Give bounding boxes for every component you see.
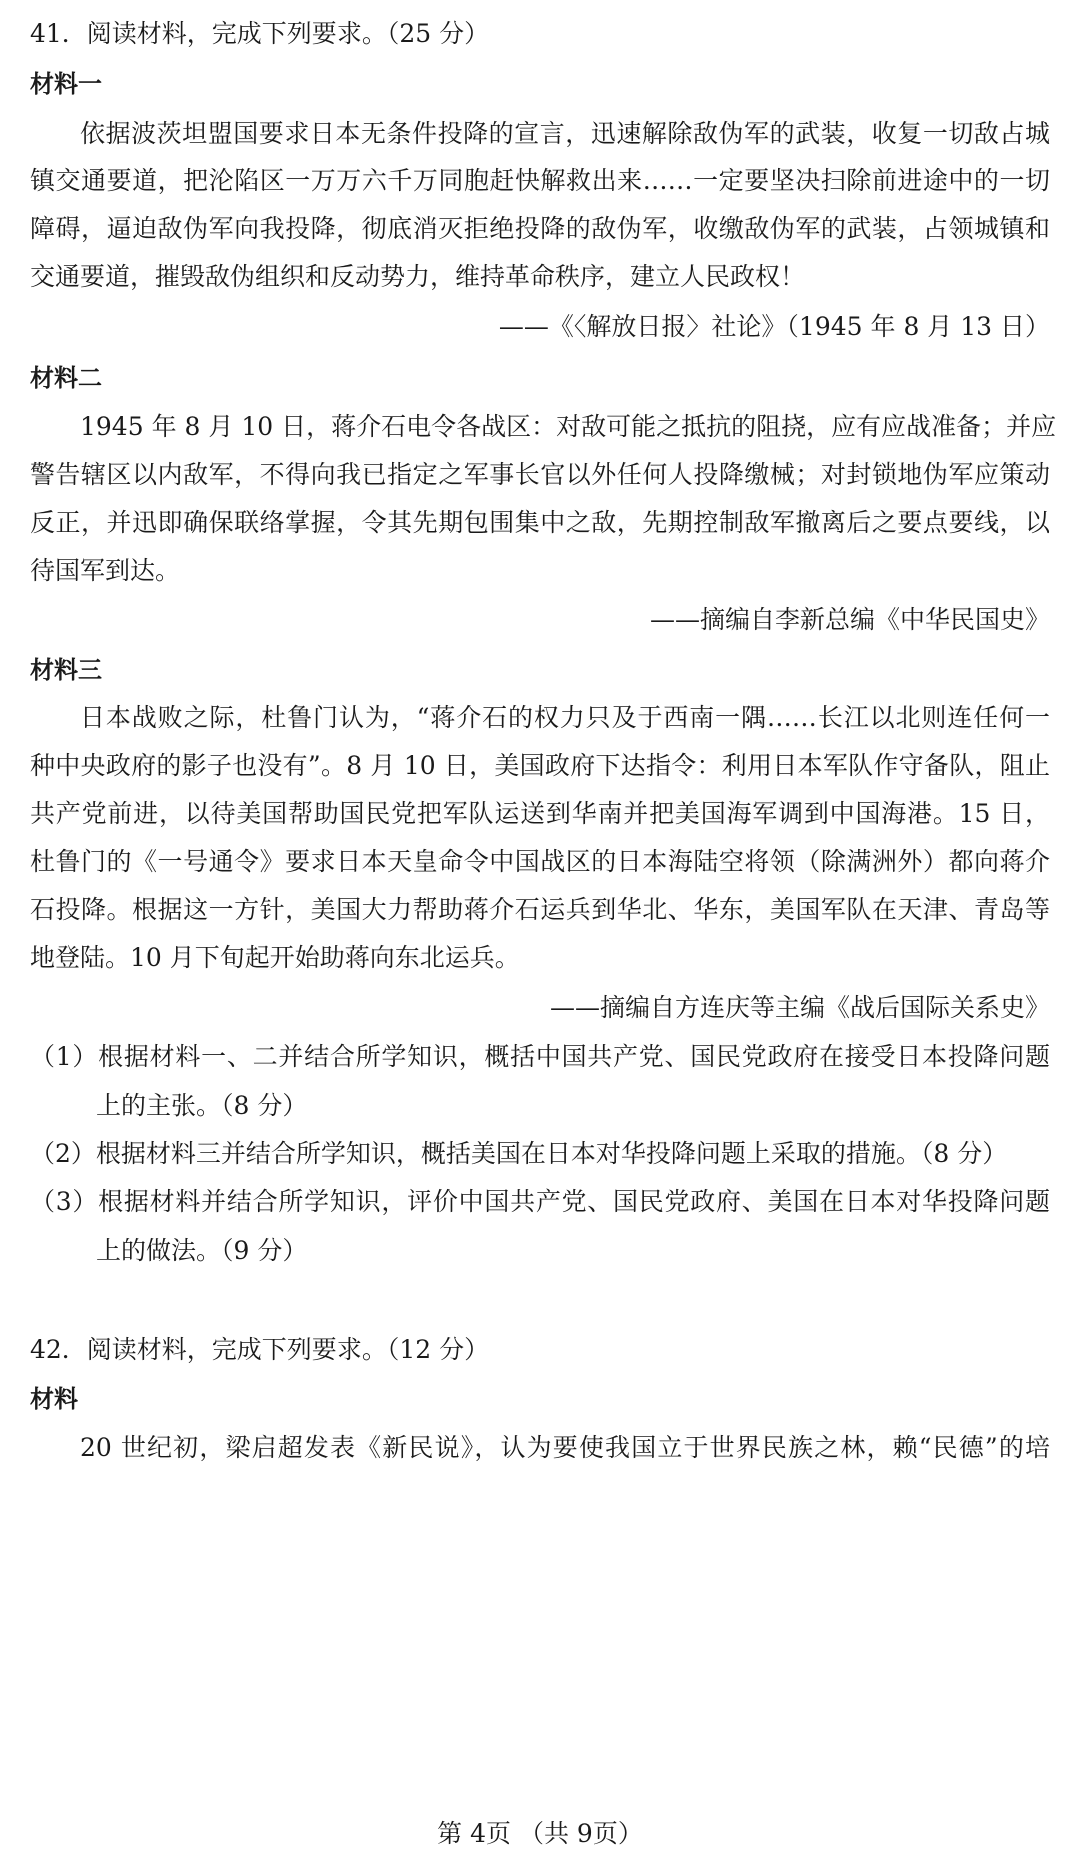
q41-material-3-line: 日本战败之际，杜鲁门认为，“蒋介石的权力只及于西南一隅……长江以北则连任何一 bbox=[80, 703, 1050, 732]
q41-material-3-line: 共产党前进，以待美国帮助国民党把军队运送到华南并把美国海军调到中国海港。15 日， bbox=[30, 799, 1050, 828]
q41-material-3-line: 石投降。根据这一方针，美国大力帮助蒋介石运兵到华北、华东，美国军队在天津、青岛等 bbox=[30, 895, 1050, 924]
q41-material-2-line: 反正，并迅即确保联络掌握，令其先期包围集中之敌，先期控制敌军撤离后之要点要线，以 bbox=[30, 508, 1050, 537]
q42-material-heading: 材料 bbox=[30, 1385, 78, 1413]
q41-material-2-line: 1945 年 8 月 10 日，蒋介石电令各战区：对敌可能之抵抗的阻挠，应有应战准备；并应 bbox=[80, 412, 1057, 441]
q41-material-2-heading: 材料二 bbox=[30, 364, 102, 392]
q41-material-1-heading: 材料一 bbox=[30, 70, 102, 98]
q41-material-1-line: 障碍，逼迫敌伪军向我投降，彻底消灭拒绝投降的敌伪军，收缴敌伪军的武装，占领城镇和 bbox=[30, 214, 1050, 243]
q41-title: 41．阅读材料，完成下列要求。（25 分） bbox=[30, 19, 490, 48]
q42-material-line: 20 世纪初，梁启超发表《新民说》，认为要使我国立于世界民族之林，赖“民德”的培 bbox=[80, 1433, 1050, 1462]
q41-material-1-line: 依据波茨坦盟国要求日本无条件投降的宣言，迅速解除敌伪军的武装，收复一切敌占城 bbox=[80, 119, 1050, 148]
q41-material-3-source: ——摘编自方连庆等主编《战后国际关系史》 bbox=[549, 993, 1050, 1022]
q41-question-1: （1）根据材料一、二并结合所学知识，概括中国共产党、国民党政府在接受日本投降问题 bbox=[30, 1042, 1050, 1071]
q41-question-1-cont: 上的主张。（8 分） bbox=[96, 1091, 308, 1120]
q41-material-1-line: 交通要道，摧毁敌伪组织和反动势力，维持革命秩序，建立人民政权！ bbox=[30, 262, 806, 291]
page-number: 第 4页 （共 9页） bbox=[437, 1819, 643, 1848]
q41-material-3-line: 种中央政府的影子也没有”。8 月 10 日，美国政府下达指令：利用日本军队作守备队，阻止 bbox=[30, 751, 1050, 780]
q41-material-3-line: 杜鲁门的《一号通令》要求日本天皇命令中国战区的日本海陆空将领（除满洲外）都向蒋介 bbox=[30, 847, 1050, 876]
q41-material-2-source: ——摘编自李新总编《中华民国史》 bbox=[649, 605, 1050, 634]
q41-question-2: （2）根据材料三并结合所学知识，概括美国在日本对华投降问题上采取的措施。（8 分） bbox=[30, 1139, 1008, 1168]
q41-material-1-line: 镇交通要道，把沦陷区一万万六千万同胞赶快解救出来……一定要坚决扫除前进途中的一切 bbox=[30, 166, 1050, 195]
q41-material-1-source: ——《〈解放日报〉社论》（1945 年 8 月 13 日） bbox=[498, 312, 1050, 341]
q42-title: 42．阅读材料，完成下列要求。（12 分） bbox=[30, 1335, 490, 1364]
q41-question-3: （3）根据材料并结合所学知识，评价中国共产党、国民党政府、美国在日本对华投降问题 bbox=[30, 1187, 1050, 1216]
q41-question-3-cont: 上的做法。（9 分） bbox=[96, 1236, 308, 1265]
q41-material-3-heading: 材料三 bbox=[30, 656, 102, 684]
q41-material-2-line: 警告辖区以内敌军，不得向我已指定之军事长官以外任何人投降缴械；对封锁地伪军应策动 bbox=[30, 460, 1050, 489]
q41-material-3-line: 地登陆。10 月下旬起开始助蒋向东北运兵。 bbox=[30, 943, 520, 972]
q41-material-2-line: 待国军到达。 bbox=[30, 556, 181, 585]
